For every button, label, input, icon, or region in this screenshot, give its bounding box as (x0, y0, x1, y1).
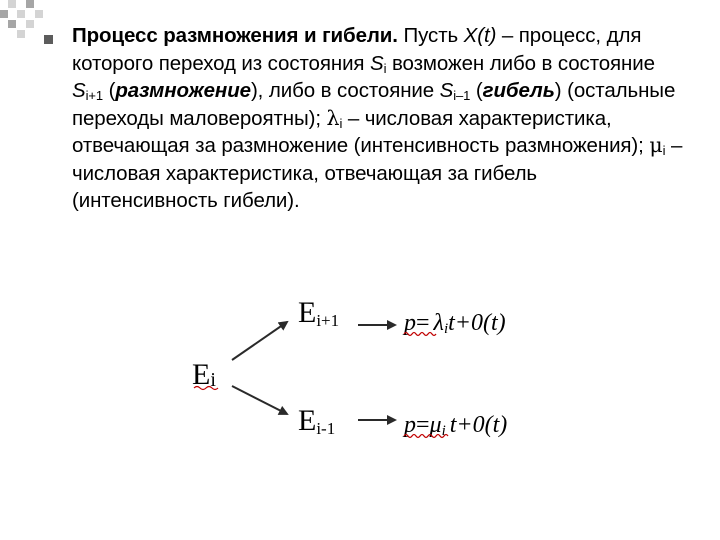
text-run: ), либо в состояние (250, 79, 440, 102)
process-symbol: X(t) (463, 24, 497, 47)
death-term: гибель (482, 79, 555, 102)
text-run: – процесс, для которого переход из состояния (72, 24, 642, 75)
source-state-label: Ei (192, 358, 216, 391)
lambda-symbol: λ (326, 105, 340, 130)
birth-term: размножение (115, 79, 251, 102)
state-symbol: S (439, 79, 454, 102)
upper-transition-formula: p= λit+0(t) (404, 310, 506, 337)
state-symbol: S (370, 51, 384, 75)
text-run: ( (103, 79, 116, 102)
subscript: i (339, 115, 343, 131)
subscript: i–1 (453, 88, 471, 103)
arrow-to-upper-state (232, 322, 287, 360)
text-run: ( (470, 79, 483, 102)
state-symbol: S (72, 79, 86, 102)
lower-state-label: Ei-1 (298, 404, 336, 438)
text-run: – числовая характеристика, отвечающая за гибель (интенсивность гибели). (72, 134, 683, 212)
subscript: i (383, 60, 387, 76)
upper-state-label: Ei+1 (298, 296, 340, 330)
text-run: Пусть (397, 24, 464, 47)
text-run: – числовая характеристика, отвечающая за размножение (интенсивность размножения); (72, 106, 650, 157)
subscript: i+1 (85, 88, 103, 103)
arrow-to-lower-state (232, 386, 287, 414)
text-run: ) (остальные переходы маловероятны); (72, 79, 676, 130)
subscript: i (662, 143, 666, 158)
lower-transition-formula: p=μi t+0(t) (404, 412, 508, 439)
text-run: возможен либо в состояние (386, 51, 655, 75)
paragraph-title: Процесс размножения и гибели. (72, 24, 398, 47)
mu-symbol: μ (649, 133, 663, 157)
